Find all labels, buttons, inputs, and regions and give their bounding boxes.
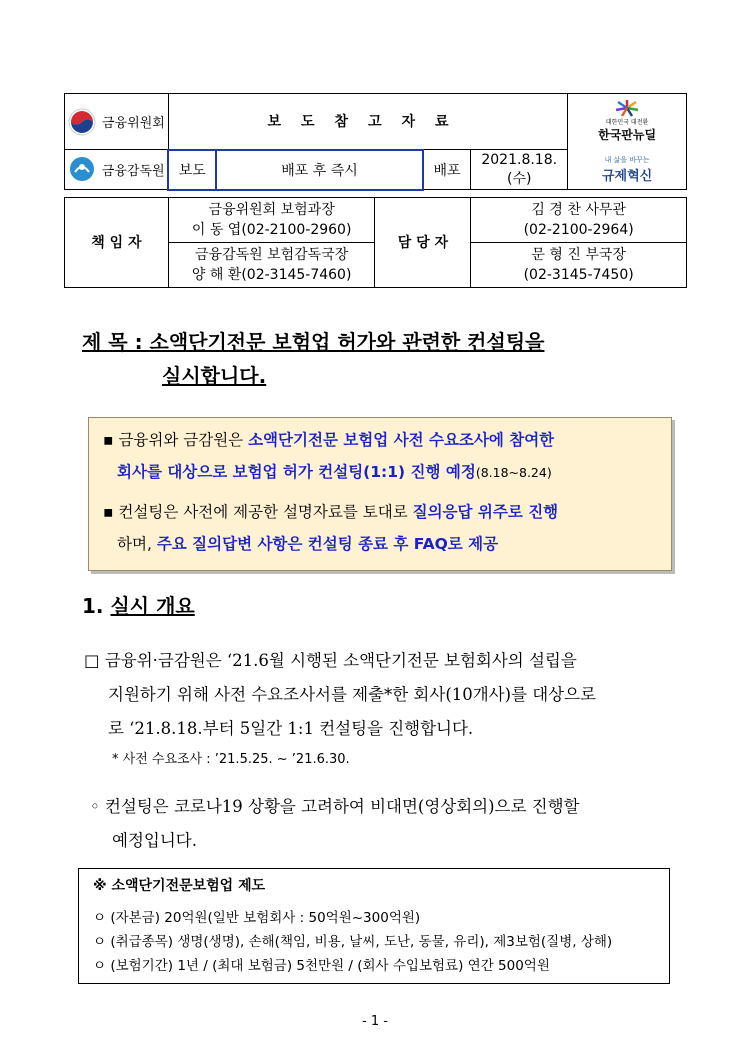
- new-deal-icon: [614, 99, 640, 117]
- summary-bullet-2-cont: 하며, 주요 질의답변 사항은 컨설팅 종료 후 FAQ로 제공: [117, 535, 499, 553]
- staff2-line2: (02-3145-7450): [523, 267, 634, 283]
- new-deal-small: 대한민국 대전환: [605, 119, 649, 126]
- note-row-1: ㅇ (자본금) 20억원(일반 보험회사 : 50억원~300억원): [93, 910, 421, 926]
- summary-bullet-1-cont: 회사를 대상으로 보험업 허가 컨설팅(1:1) 진행 예정(8.18~8.24): [117, 463, 552, 481]
- new-deal-label: 한국판뉴딜: [598, 128, 657, 142]
- note-row-3: ㅇ (보험기간) 1년 / (최대 보험금) 5천만원 / (회사 수입보험료) 연간 500억원: [93, 958, 550, 974]
- reg-innov-small: 내 삶을 바꾸는: [604, 156, 650, 164]
- staff1-line2: (02-2100-2964): [523, 222, 634, 238]
- subject-line1: 소액단기전문 보험업 허가와 관련한 컨설팅을: [149, 330, 545, 354]
- summary-box: [88, 417, 672, 571]
- subject-line2: 실시합니다.: [162, 364, 267, 388]
- section-1-paragraph-1: □ 금융위·금감원은 ‘21.6월 시행된 소액단기전문 보험회사의 설립을 지원하기 위해 사전 수요조사서를 제출*한 회사(10개사)를 대상으로 로 ‘21.8.18.부터 5일간 1:1 컨설팅을 진행합니다.: [84, 651, 597, 738]
- right-logos: [568, 94, 687, 190]
- header-table: [64, 93, 687, 191]
- subject: [82, 325, 544, 393]
- release-label: 보도: [168, 150, 216, 190]
- footnote: * 사전 수요조사 : ’21.5.25. ~ ’21.6.30.: [112, 752, 350, 767]
- staff-label: 담 당 자: [375, 198, 471, 288]
- fsc-logo-cell: [65, 94, 169, 150]
- staff2-line1: 문 형 진 부국장: [531, 247, 626, 263]
- release-value: 배포 후 즉시: [216, 150, 423, 190]
- fss-logo-cell: [65, 150, 169, 190]
- system-note-box: [78, 868, 670, 984]
- resp-label: 책 임 자: [65, 198, 169, 288]
- section-1-heading: 1. 실시 개요: [82, 594, 195, 618]
- resp1-line2: 이 동 엽(02-2100-2960): [191, 222, 352, 238]
- contact-table: [64, 197, 687, 288]
- doc-title: 보도참고자료: [168, 94, 567, 150]
- resp2-line2: 양 해 환(02-3145-7460): [191, 267, 352, 283]
- fss-name: 금융감독원: [101, 164, 165, 179]
- resp2-line1: 금융감독원 보험감독국장: [195, 247, 349, 263]
- section-1-paragraph-2: ◦ 컨설팅은 코로나19 상황을 고려하여 비대면(영상회의)으로 진행할 예정입니다.: [90, 797, 580, 850]
- subject-prefix: 제 목 :: [82, 330, 150, 354]
- summary-bullet-2: ▪ 컨설팅은 사전에 제공한 설명자료를 토대로 질의응답 위주로 진행: [103, 503, 559, 521]
- resp1-line1: 금융위원회 보험과장: [208, 202, 335, 218]
- fsc-name: 금융위원회: [102, 116, 165, 131]
- page-number: - 1 -: [362, 1014, 388, 1029]
- dist-label: 배포: [423, 150, 471, 190]
- fss-emblem-icon: [68, 156, 96, 184]
- note-title: ※ 소액단기전문보험업 제도: [93, 878, 266, 894]
- note-row-2: ㅇ (취급종목) 생명(생명), 손해(책임, 비용, 날씨, 도난, 동물, 유리), 제3보험(질병, 상해): [93, 934, 613, 950]
- staff1-line1: 김 경 찬 사무관: [531, 202, 626, 218]
- fsc-emblem-icon: [68, 108, 96, 136]
- dist-date: 2021.8.18.(수): [471, 150, 568, 190]
- reg-innov-label: 규제혁신: [601, 169, 653, 184]
- summary-bullet-1: ▪ 금융위와 금감원은 소액단기전문 보험업 사전 수요조사에 참여한: [103, 431, 555, 449]
